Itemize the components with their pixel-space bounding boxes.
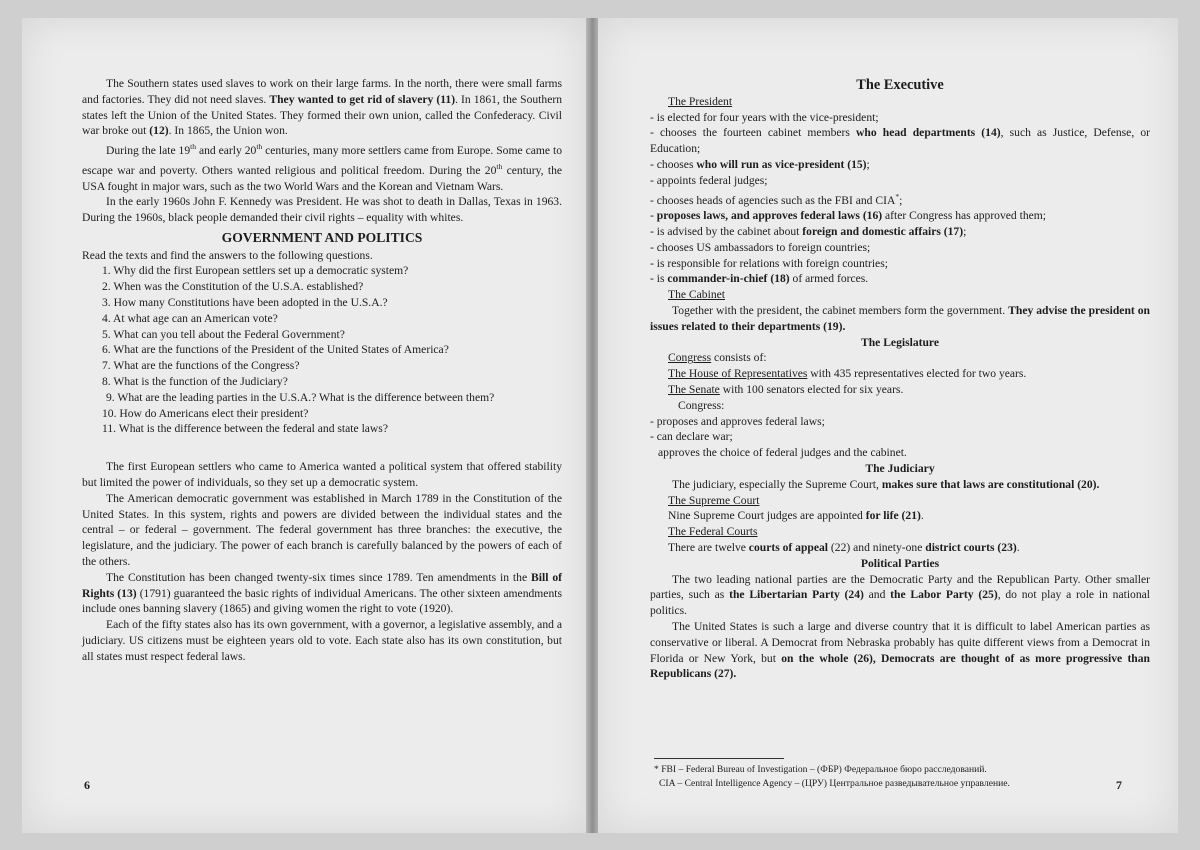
cabinet-label: The Cabinet — [668, 288, 725, 302]
congress-heading: Congress: — [678, 398, 725, 412]
text-run: centuries, many more settlers came from Europe. Some came to escape war and poverty. Others wanted religious and political freedom. During the 20 — [82, 144, 562, 177]
president-duty — [650, 224, 1150, 240]
bold-phrase: on the whole (26), Democrats are thought of as more progressive than Republicans (27). — [650, 651, 1150, 681]
text-run: The Constitution has been changed twenty-six times since 1789. Ten amendments in the — [106, 570, 532, 584]
text-run: The two leading national parties are the Democratic Party and the Republican Party. Other smaller parties, such as — [650, 572, 1150, 602]
bold-phrase: proposes laws, and approves federal laws — [656, 209, 860, 223]
footnote-rule — [654, 758, 784, 759]
text-run: - chooses US ambassadors to foreign countries; — [650, 240, 871, 254]
supreme-court-text — [650, 508, 1150, 524]
text-run: - is elected for four years with the vice-president; — [650, 110, 879, 124]
text-run: The United States is such a large and diverse country that it is difficult to label American parties as conservative or liberal. A Democrat from Nebraska probably has quite different views from a Democrat in Florida or New York, but — [650, 619, 1150, 665]
president-label: The President — [668, 94, 733, 108]
president-duty — [650, 240, 1150, 256]
text-run: Nine Supreme Court judges are appointed — [668, 509, 866, 523]
congress-line — [650, 350, 1150, 366]
senate-label: The Senate — [668, 383, 720, 396]
question-item: 7. What are the functions of the Congress? — [102, 359, 300, 373]
footnote-cia: CIA – Central Intelligence Agency – (ЦРУ) Центральное разведывательное управление. — [659, 778, 1010, 789]
gov-paragraph — [82, 570, 562, 617]
text-run: The first European settlers who came to America wanted a political system that offered stability but limited the power of individuals, so they set up a democratic system. — [82, 460, 562, 490]
parties-paragraph — [650, 572, 1150, 619]
president-duty — [650, 256, 1150, 272]
superscript: th — [190, 142, 197, 152]
president-duty — [650, 157, 1150, 173]
history-paragraph — [82, 194, 562, 226]
superscript: th — [496, 161, 503, 171]
question-item: 10. How do Americans elect their president? — [102, 406, 309, 420]
text-run: ; — [899, 193, 903, 207]
question-item: 1. Why did the first European settlers set up a democratic system? — [102, 264, 409, 278]
bold-phrase: courts of appeal — [748, 540, 829, 554]
bold-phrase: who head departments (14) — [856, 126, 1001, 140]
text-run: , such as Justice, Defense, or Education; — [650, 126, 1151, 156]
house-label: The House of Representatives — [668, 367, 808, 381]
legislature-title: The Legislature — [860, 335, 940, 349]
senate-line — [650, 382, 1150, 398]
text-run: - — [650, 209, 657, 223]
text-run: and early 20 — [196, 144, 257, 158]
footnote-fbi: * FBI – Federal Bureau of Investigation – (ФБР) Федеральное бюро расследований. — [654, 764, 987, 775]
text-run: century, the USA fought in major wars, such as the two World Wars and the Korean and Vietnam Wars. — [82, 163, 563, 193]
judiciary-text — [650, 477, 1150, 493]
bold-phrase: foreign and domestic affairs (17) — [802, 225, 964, 239]
parties-title: Political Parties — [860, 556, 940, 570]
congress-suffix: consists of: — [711, 351, 767, 365]
text-run: of armed forces. — [789, 272, 869, 286]
text-run: - chooses — [650, 157, 697, 171]
bold-phrase: They advise the president on issues related to their departments (19). — [650, 304, 1150, 333]
text-run: In the early 1960s John F. Kennedy was President. He was shot to death in Dallas, Texas in 1963. During the 1960s, black people demanded their civil rights – equality with whites. — [82, 195, 562, 225]
congress-power: - proposes and approves federal laws; — [650, 414, 825, 428]
federal-courts-text — [650, 540, 1150, 556]
text-run: , do not play a role in national politics. — [650, 588, 1150, 618]
text-run: ; — [866, 157, 870, 171]
text-run: The Southern states used slaves to work on their large farms. In the north, there were small farms and factories. They did not need slaves. — [82, 77, 562, 106]
bold-phrase: makes sure that laws are constitutional (20). — [881, 477, 1100, 491]
superscript: th — [256, 142, 263, 152]
senate-suffix: with 100 senators elected for six years. — [719, 383, 904, 396]
president-duty — [650, 110, 1150, 126]
page-number: 6 — [84, 778, 90, 792]
history-paragraph — [82, 139, 562, 194]
section-title: GOVERNMENT AND POLITICS — [221, 229, 423, 245]
president-duty — [650, 208, 1150, 224]
text-run: . — [920, 509, 924, 523]
text-run: ; — [963, 225, 967, 239]
text-run: - chooses heads of agencies such as the FBI and CIA — [650, 193, 896, 207]
gov-paragraph — [82, 459, 562, 491]
footnotes — [654, 758, 1134, 791]
president-duty — [650, 173, 1150, 189]
bold-phrase: for life (21) — [865, 509, 921, 523]
gov-paragraph — [82, 617, 562, 664]
text-run: The American democratic government was established in March 1789 in the Constitution of the United States. In this system, rights and powers are divided between the individual states and the central – or federal – government. The federal government has three branches: the executive, the legislature, and the judiciary. The power of each branch is carefully balanced by the powers of each of the others. — [82, 491, 562, 569]
bold-phrase: the Libertarian Party (24) — [729, 588, 864, 602]
president-duties-list — [650, 110, 1150, 288]
bold-phrase: (12) — [149, 124, 169, 138]
judiciary-title: The Judiciary — [865, 461, 935, 475]
text-run: - chooses the fourteen cabinet members — [650, 126, 857, 140]
question-item: 4. At what age can an American vote? — [102, 311, 278, 325]
text-run: (1791) guaranteed the basic rights of individual Americans. The other sixteen amendments include ones banning slavery (1865) and giving women the right to vote (1920). — [82, 586, 562, 616]
president-duty — [650, 271, 1150, 287]
page-number: 7 — [1116, 778, 1122, 792]
question-item: 11. What is the difference between the federal and state laws? — [102, 422, 388, 436]
bold-phrase: commander-in-chief — [667, 272, 768, 286]
congress-power: - can declare war; — [650, 430, 733, 444]
history-paragraph — [82, 76, 562, 139]
bold-phrase: the Labor Party (25) — [890, 588, 998, 602]
text-run: During the late 19 — [106, 144, 191, 158]
instructions: Read the texts and find the answers to the following questions. — [82, 248, 373, 262]
congress-label: Congress — [668, 351, 712, 365]
text-run: The judiciary, especially the Supreme Court, — [672, 477, 882, 491]
text-run: Each of the fifty states also has its own government, with a governor, a legislative assembly, and a judiciary. US citizens must be eighteen years old to vote. Each state also has its own constitution, but all states must respect federal laws. — [82, 618, 562, 663]
text-run: There are twelve — [668, 540, 749, 554]
gov-paragraph — [82, 491, 562, 570]
government-text — [82, 459, 562, 664]
text-run: Together with the president, the cabinet members form the government. — [672, 304, 1009, 318]
bold-phrase: Bill of Rights (13) — [82, 570, 563, 600]
right-page-content — [650, 78, 1150, 682]
question-item: 5. What can you tell about the Federal Government? — [102, 327, 345, 341]
bold-phrase: (16) — [862, 209, 883, 223]
question-item: 6. What are the functions of the President of the United States of America? — [102, 343, 449, 357]
parties-paragraph — [650, 619, 1150, 682]
cabinet-text — [650, 303, 1150, 335]
congress-power: approves the choice of federal judges and the cabinet. — [658, 446, 907, 460]
text-run: - is advised by the cabinet about — [650, 225, 803, 239]
question-item: 3. How many Constitutions have been adopted in the U.S.A.? — [102, 296, 388, 310]
text-run: . In 1861, the Southern states left the Union of the United States. They formed their own union, called the Confederacy. Civil war broke out — [82, 92, 562, 138]
text-run: - appoints federal judges; — [650, 173, 768, 187]
bold-phrase: (18) — [770, 272, 790, 286]
question-item: 2. When was the Constitution of the U.S.A. established? — [102, 280, 364, 294]
house-suffix: with 435 representatives elected for two years. — [807, 367, 1027, 381]
bold-phrase: district courts — [925, 540, 995, 554]
supreme-court-label: The Supreme Court — [668, 493, 760, 507]
text-run: - is responsible for relations with foreign countries; — [650, 256, 888, 270]
bold-phrase: (23) — [997, 540, 1017, 554]
right-page — [598, 18, 1178, 833]
bold-phrase: who will run as vice-president (15) — [696, 157, 867, 171]
text-run: after Congress has approved them; — [882, 209, 1047, 223]
executive-title: The Executive — [856, 77, 944, 93]
superscript: * — [895, 191, 900, 201]
question-item: 9. What are the leading parties in the U.S.A.? What is the difference between them? — [106, 390, 495, 404]
text-run: and — [863, 588, 891, 602]
president-duty — [650, 189, 1150, 209]
text-run: . — [1016, 540, 1020, 554]
question-list — [82, 263, 562, 437]
federal-courts-label: The Federal Courts — [668, 525, 758, 539]
question-item: 8. What is the function of the Judiciary? — [102, 375, 288, 389]
spacer — [82, 437, 562, 459]
text-run: - is — [650, 272, 668, 286]
text-run: (22) and ninety-one — [828, 540, 926, 554]
house-line — [650, 366, 1150, 382]
text-run: . In 1865, the Union won. — [168, 124, 288, 138]
bold-phrase: They wanted to get rid of slavery (11) — [269, 92, 456, 106]
left-page-content — [82, 76, 562, 665]
left-page — [22, 18, 587, 833]
history-text — [82, 76, 562, 226]
president-duty — [650, 125, 1150, 157]
